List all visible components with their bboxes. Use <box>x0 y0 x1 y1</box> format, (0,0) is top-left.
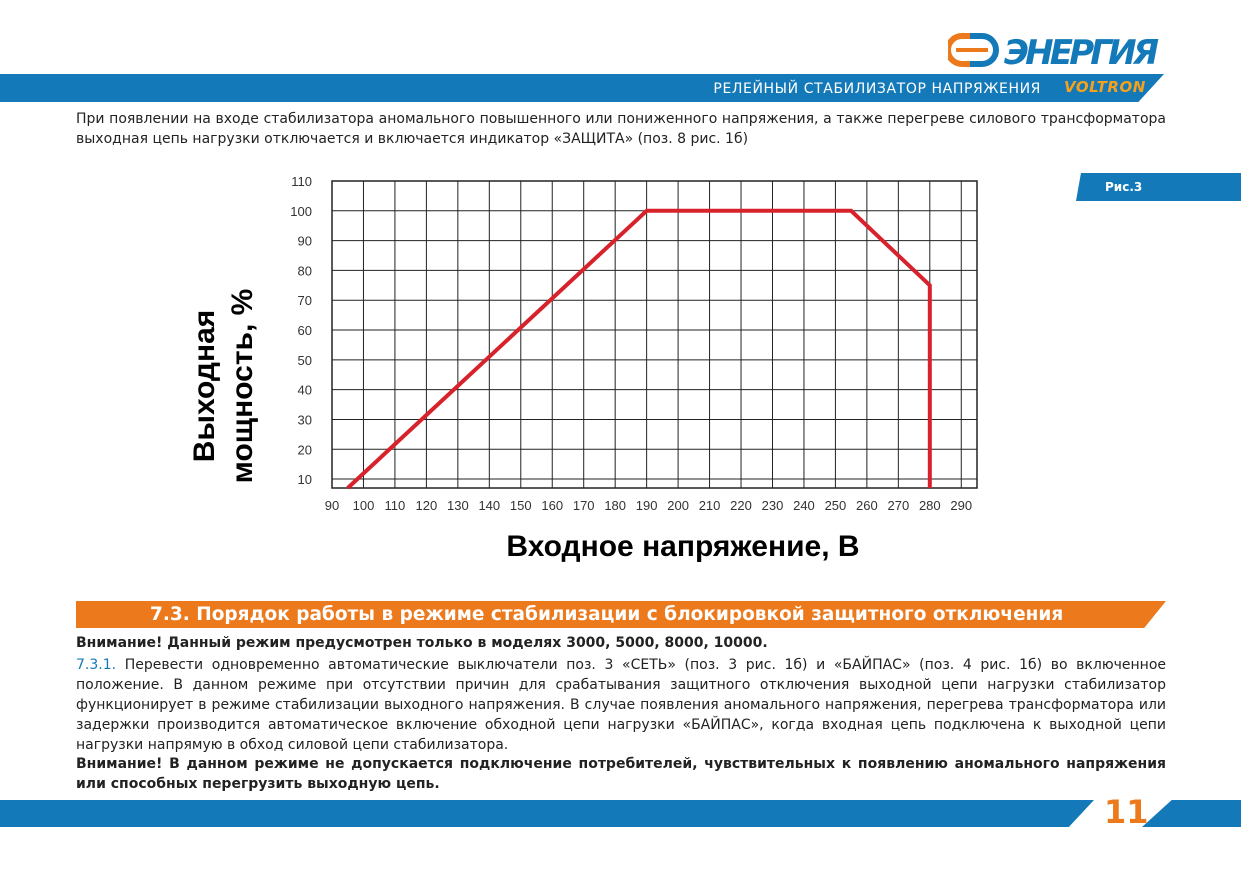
y-tick-label: 110 <box>291 174 312 189</box>
series-line <box>348 211 930 488</box>
warning-models: Внимание! Данный режим предусмотрен только в моделях 3000, 5000, 8000, 10000. <box>76 635 768 651</box>
x-tick-label: 100 <box>352 498 375 513</box>
y-tick-label: 50 <box>297 352 312 368</box>
figure-tab <box>1076 173 1241 201</box>
y-tick-label: 30 <box>297 412 312 428</box>
x-tick-label: 110 <box>384 498 406 513</box>
intro-paragraph: При появлении на входе стабилизатора аномального повышенного или пониженного напряжения, а также перегреве силового трансформатора выходная цепь нагрузки отключается и включается индикатор «ЗАЩИТА» (поз. 8 рис. 1б) <box>76 111 1166 147</box>
power-chart <box>180 168 980 568</box>
x-tick-label: 170 <box>572 498 595 513</box>
y-tick-label: 40 <box>297 382 312 398</box>
y-tick-label: 10 <box>297 472 312 488</box>
x-tick-label: 260 <box>856 498 878 513</box>
x-tick-labels <box>325 498 972 513</box>
x-tick-label: 190 <box>635 498 658 513</box>
y-tick-label: 90 <box>297 233 312 249</box>
logo-text: ЭНЕРГИЯ <box>1004 33 1159 72</box>
y-tick-label: 20 <box>297 442 312 458</box>
x-tick-label: 160 <box>541 498 564 513</box>
x-tick-label: 150 <box>509 498 532 513</box>
logo-emblem-icon <box>948 36 996 64</box>
x-tick-label: 290 <box>950 498 973 513</box>
chart-grid <box>332 181 977 488</box>
energia-logo <box>948 28 1163 72</box>
y-tick-label: 80 <box>297 263 312 279</box>
x-tick-label: 200 <box>667 498 689 513</box>
x-tick-label: 240 <box>793 498 815 513</box>
warning-consumers: Внимание! В данном режиме не допускается подключение потребителей, чувствительных к появлению аномального напряжения или способных перегрузить выходную цепь. <box>76 756 1166 792</box>
x-axis-title: Входное напряжение, В <box>506 530 860 563</box>
x-tick-label: 90 <box>324 498 340 513</box>
x-tick-label: 120 <box>415 498 438 513</box>
y-axis-title-line2: мощность, % <box>226 288 259 484</box>
x-tick-label: 130 <box>447 498 469 513</box>
y-tick-label: 60 <box>297 323 312 339</box>
x-tick-label: 230 <box>761 498 784 513</box>
header-title: РЕЛЕЙНЫЙ СТАБИЛИЗАТОР НАПРЯЖЕНИЯ <box>713 81 1041 97</box>
paragraph-number: 7.3.1. <box>76 657 117 673</box>
figure-label: Рис.3 <box>1105 180 1143 194</box>
x-tick-label: 140 <box>478 498 501 513</box>
x-tick-label: 180 <box>604 498 627 513</box>
y-tick-label: 70 <box>297 293 312 309</box>
chart-border <box>332 181 977 488</box>
x-tick-label: 250 <box>824 498 847 513</box>
y-tick-label: 100 <box>290 203 312 219</box>
section-title: 7.3. Порядок работы в режиме стабилизации с блокировкой защитного отключения <box>150 604 1064 625</box>
brand-voltron: VOLTRON <box>1064 78 1146 96</box>
x-tick-label: 270 <box>887 498 910 513</box>
footer-bar <box>0 800 1094 827</box>
page-number: 11 <box>1104 793 1149 831</box>
paragraph-text: Перевести одновременно автоматические выключатели поз. 3 «СЕТЬ» (поз. 3 рис. 1б) и «БАЙПАС» (поз. 4 рис. 1б) во включенное положение. В данном режиме при отсутствии причин для срабатывания защитного отключения выходной цепи нагрузки стабилизатор функционирует в режиме стабилизации выходного напряжения. В случае появления аномального напряжения, перегрева трансформатора или задержки производится автоматическое включение обходной цепи нагрузки «БАЙПАС», когда входная цепь подключена к выходной цепи нагрузки напрямую в обход силовой цепи стабилизатора. <box>76 657 1166 753</box>
y-axis-title-line1: Выходная <box>188 309 221 463</box>
x-tick-label: 220 <box>730 498 752 513</box>
x-tick-label: 280 <box>918 498 941 513</box>
x-tick-label: 210 <box>698 498 721 513</box>
paragraph-7-3-1 <box>76 655 1166 755</box>
y-tick-labels <box>290 174 312 487</box>
footer-bar-right <box>1142 800 1241 827</box>
